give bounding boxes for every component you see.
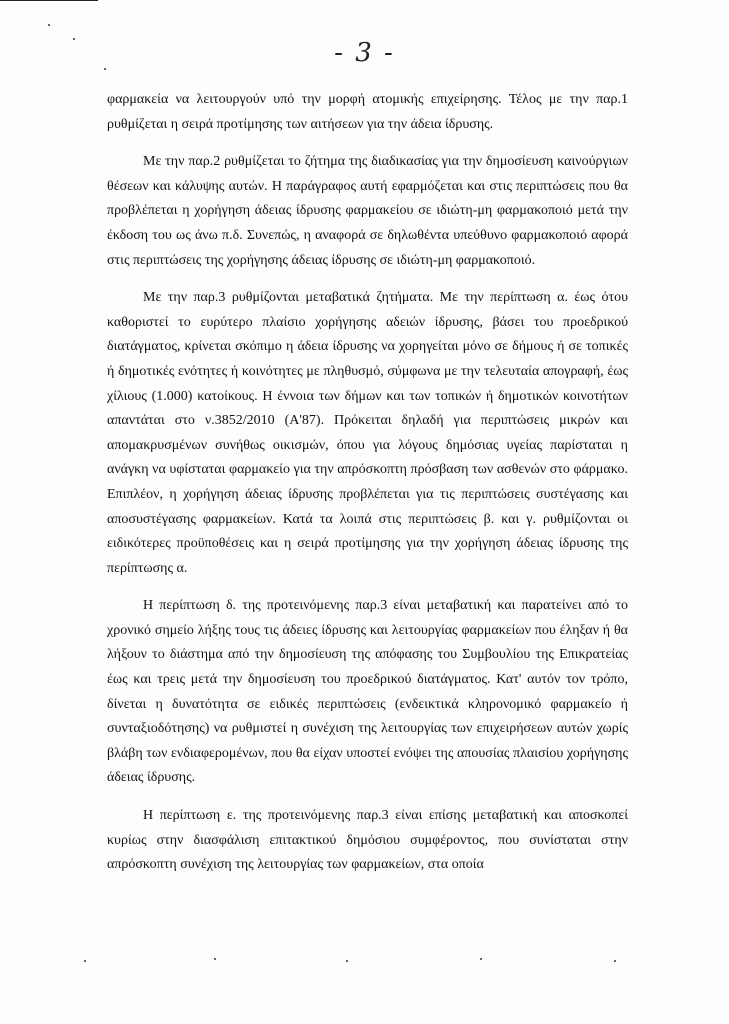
scan-mark xyxy=(48,24,50,26)
scan-artifact-row xyxy=(0,958,729,966)
document-body xyxy=(107,88,628,891)
scan-mark xyxy=(346,960,348,962)
scan-mark xyxy=(84,960,86,962)
paragraph: φαρμακεία να λειτουργούν υπό την μορφή ατομικής επιχείρησης. Τέλος με την παρ.1 ρυθμίζεται η σειρά προτίμησης των αιτήσεων για την άδεια ίδρυσης. xyxy=(107,92,628,132)
scan-mark xyxy=(214,958,216,960)
scan-mark xyxy=(480,958,482,960)
scan-edge-line xyxy=(0,0,98,1)
paragraph: Με την παρ.2 ρυθμίζεται το ζήτημα της διαδικασίας για την δημοσίευση καινούργιων θέσεων και κάλυψης αυτών. Η παράγραφος αυτή εφαρμόζεται και στις περιπτώσεις που θα προβλέπεται η χορήγηση άδειας ίδρυσης φαρμακείου σε ιδιώτη-μη φαρμακοποιό μετά την έκδοση του ως άνω π.δ. Συνεπώς, η αναφορά σε δηλωθέντα υπεύθυνο φαρμακοποιό αφορά στις περιπτώσεις της χορήγησης άδειας ίδρυσης σε ιδιώτη-μη φαρμακοποιό. xyxy=(107,154,628,268)
paragraph: Με την παρ.3 ρυθμίζονται μεταβατικά ζητήματα. Με την περίπτωση α. έως ότου καθοριστεί το ευρύτερο πλαίσιο χορήγησης αδειών ίδρυσης, βάσει του προεδρικού διατάγματος, κρίνεται σκόπιμο η άδεια ίδρυσης να χορηγείται μόνο σε δήμους ή σε τοπικές ή δημοτικές ενότητες ή κοινότητες με πληθυσμό, σύμφωνα με την τελευταία απογραφή, έως χίλιους (1.000) κατοίκους. Η έννοια των δήμων και των τοπικών ή δημοτικών κοινοτήτων απαντάται στο ν.3852/2010 (Α'87). Πρόκειται δηλαδή για περιπτώσεις μικρών και απομακρυσμένων συνήθως οικισμών, όπου για λόγους δημόσιας υγείας παρίσταται η ανάγκη να υφίσταται φαρμακείο για την απρόσκοπτη πρόσβαση των ασθενών στο φάρμακο. Επιπλέον, η χορήγηση άδειας ίδρυσης προβλέπεται για τις περιπτώσεις συστέγασης και αποσυστέγασης φαρμακείων. Κατά τα λοιπά στις περιπτώσεις β. και γ. ρυθμίζονται οι ειδικότερες προϋποθέσεις και η σειρά προτίμησης για την χορήγηση άδειας ίδρυσης της περίπτωσης α. xyxy=(107,290,628,576)
page-number: - 3 - xyxy=(334,38,395,68)
paragraph: Η περίπτωση δ. της προτεινόμενης παρ.3 είναι μεταβατική και παρατείνει από το χρονικό σημείο λήξης τους τις άδειες ίδρυσης και λειτουργίας φαρμακείων που έληξαν ή θα λήξουν το διάστημα από την δημοσίευση της απόφασης του Συμβουλίου της Επικρατείας έως και τρεις μετά την δημοσίευση του προεδρικού διατάγματος. Κατ' αυτόν τον τρόπο, δίνεται η δυνατότητα σε ειδικές περιπτώσεις (ενδεικτικά κληρονομικό φαρμακείο ή συνταξιοδότησης) να ρυθμιστεί η συνέχιση της λειτουργίας των επιχειρήσεων αυτών χωρίς βλάβη των ενδιαφερομένων, που θα είχαν υποστεί ενόψει της απουσίας πλαισίου χορήγησης άδειας ίδρυσης. xyxy=(107,598,628,786)
scan-mark xyxy=(614,960,616,962)
scan-mark xyxy=(104,68,106,70)
paragraph: Η περίπτωση ε. της προτεινόμενης παρ.3 είναι επίσης μεταβατική και αποσκοπεί κυρίως στην διασφάλιση επιτακτικού δημόσιου συμφέροντος, που συνίσταται στην απρόσκοπτη συνέχιση της λειτουργίας των φαρμακείων, στα οποία xyxy=(107,808,628,873)
